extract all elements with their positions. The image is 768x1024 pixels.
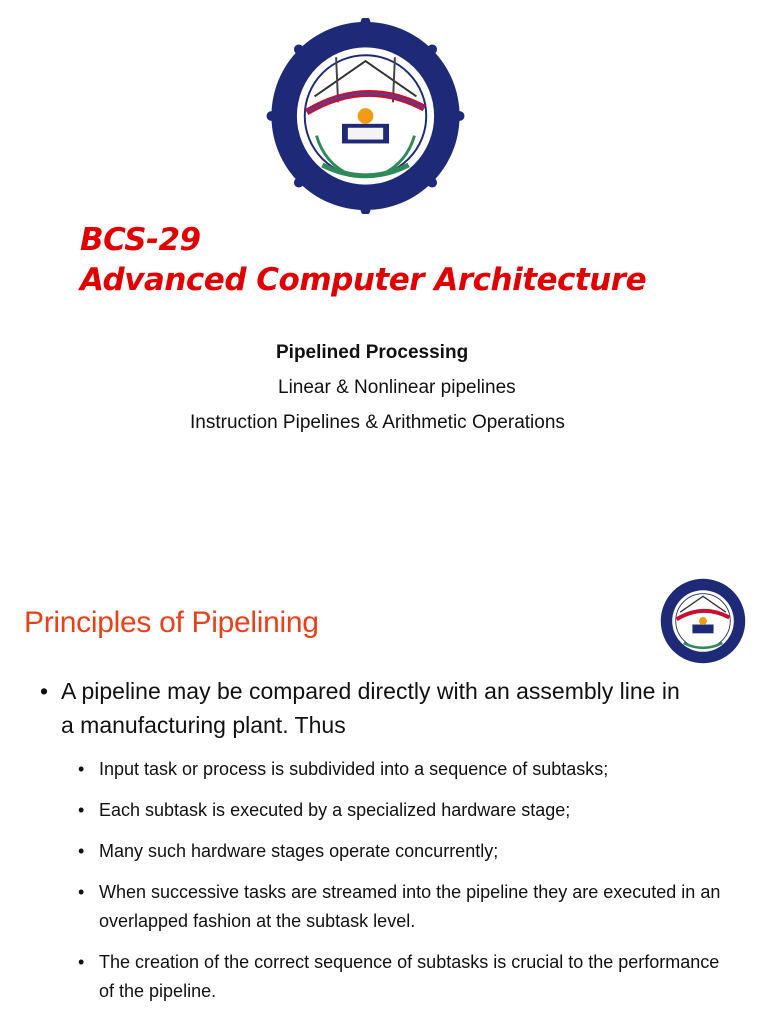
list-item [78,878,738,936]
bullet-dot: • [78,759,85,779]
university-seal-icon [263,18,468,214]
sub-bullet-text: Each subtask is executed by a specialized hardware stage; [99,800,571,820]
bullet-dot: • [78,882,85,902]
list-item [78,755,738,784]
course-code: BCS-29 [80,222,201,258]
topic-line-instruction: Instruction Pipelines & Arithmetic Operations [190,412,565,433]
sub-bullet-text: Many such hardware stages operate concurrently; [99,841,499,861]
bullet-dot: • [40,678,49,704]
list-item [78,948,738,1006]
main-bullet [40,674,680,742]
list-item [78,837,738,866]
sub-bullet-text: Input task or process is subdivided into a sequence of subtasks; [99,759,609,779]
list-item [78,796,738,825]
sub-bullet-list [78,755,738,1018]
course-title: Advanced Computer Architecture [80,262,647,298]
bullet-dot: • [78,800,85,820]
slide-title: Principles of Pipelining [24,606,319,639]
main-bullet-text: A pipeline may be compared directly with an assembly line in a manufacturing plant. Thus [61,678,680,738]
sub-bullet-text: When successive tasks are streamed into the pipeline they are executed in an overlapped fashion at the subtask level. [99,882,721,931]
sub-bullet-text: The creation of the correct sequence of subtasks is crucial to the performance of the pipeline. [99,952,720,1001]
bullet-dot: • [78,952,85,972]
topic-heading: Pipelined Processing [276,342,469,363]
university-seal-icon [657,577,749,665]
topic-line-pipelines: Linear & Nonlinear pipelines [278,377,516,398]
bullet-dot: • [78,841,85,861]
